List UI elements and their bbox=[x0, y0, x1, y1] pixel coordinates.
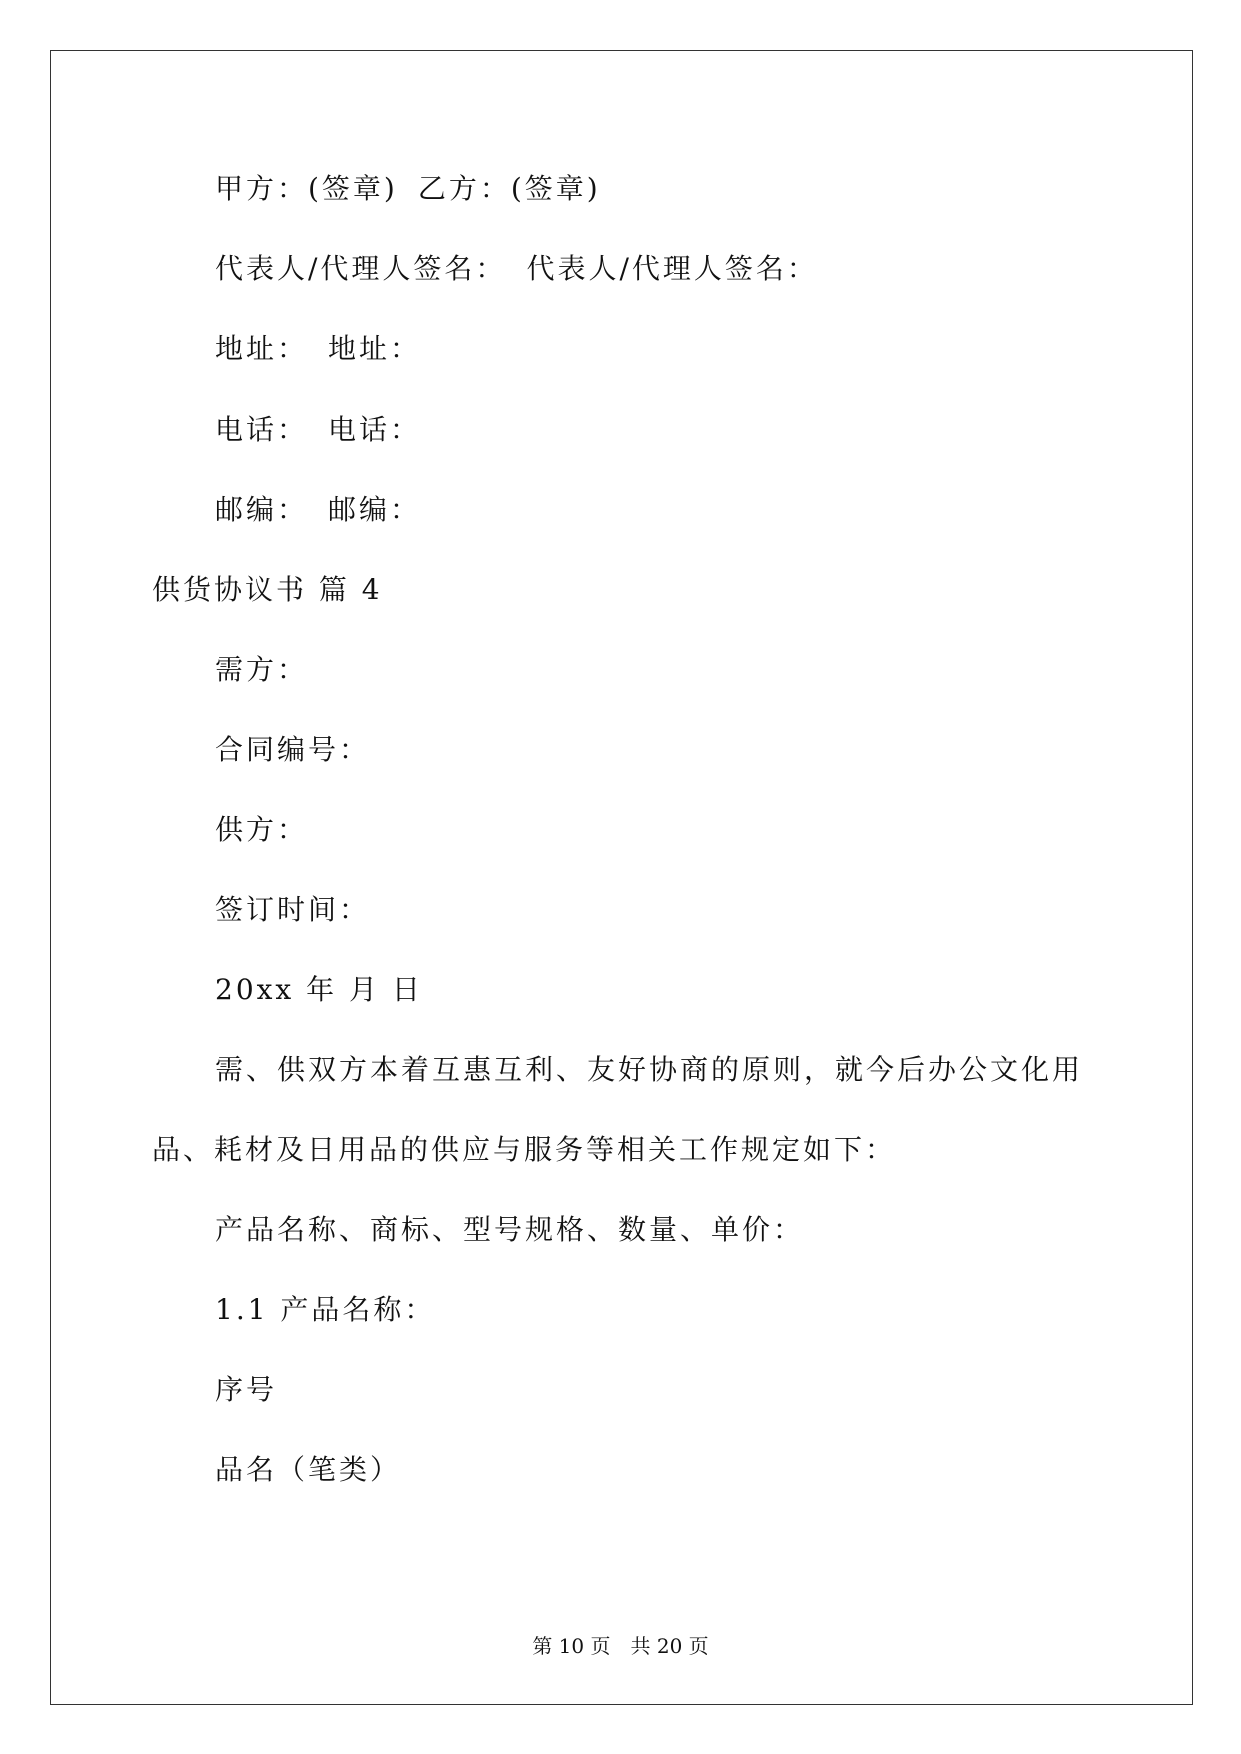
contract-number-label: 合同编号： bbox=[215, 733, 371, 766]
address-a: 地址： bbox=[215, 332, 309, 365]
postcode-a: 邮编： bbox=[215, 493, 309, 526]
buyer-label: 需方： bbox=[215, 653, 309, 686]
intro-paragraph-line-1: 需、供双方本着互惠互利、友好协商的原则，就今后办公文化用 bbox=[215, 1053, 1084, 1086]
date-line: 20xx 年 月 日 bbox=[215, 973, 423, 1006]
rep-sign-a: 代表人/代理人签名： bbox=[215, 252, 507, 285]
item-1-1: 1.1 产品名称： bbox=[215, 1293, 436, 1326]
product-header: 产品名称、商标、型号规格、数量、单价： bbox=[215, 1213, 805, 1246]
supplier-label: 供方： bbox=[215, 813, 309, 846]
phone-a: 电话： bbox=[215, 413, 309, 446]
product-name-pens: 品名（笔类） bbox=[215, 1453, 402, 1486]
rep-sign-b: 代表人/代理人签名： bbox=[526, 252, 818, 285]
address-b: 地址： bbox=[328, 332, 422, 365]
address-line bbox=[215, 332, 421, 366]
intro-paragraph-line-2: 品、耗材及日用品的供应与服务等相关工作规定如下： bbox=[152, 1133, 897, 1166]
postcode-line bbox=[215, 493, 421, 527]
signature-seal-line bbox=[215, 172, 601, 206]
party-b-seal: 乙方：(签章) bbox=[417, 172, 601, 205]
phone-line bbox=[215, 413, 421, 447]
phone-b: 电话： bbox=[328, 413, 422, 446]
postcode-b: 邮编： bbox=[328, 493, 422, 526]
representative-sign-line bbox=[215, 252, 818, 286]
serial-label: 序号 bbox=[215, 1373, 278, 1406]
section-heading: 供货协议书 篇 4 bbox=[152, 573, 383, 606]
page-footer: 第 10 页 共 20 页 bbox=[532, 1634, 709, 1658]
sign-time-label: 签订时间： bbox=[215, 893, 371, 926]
party-a-seal: 甲方：(签章) bbox=[215, 172, 398, 205]
